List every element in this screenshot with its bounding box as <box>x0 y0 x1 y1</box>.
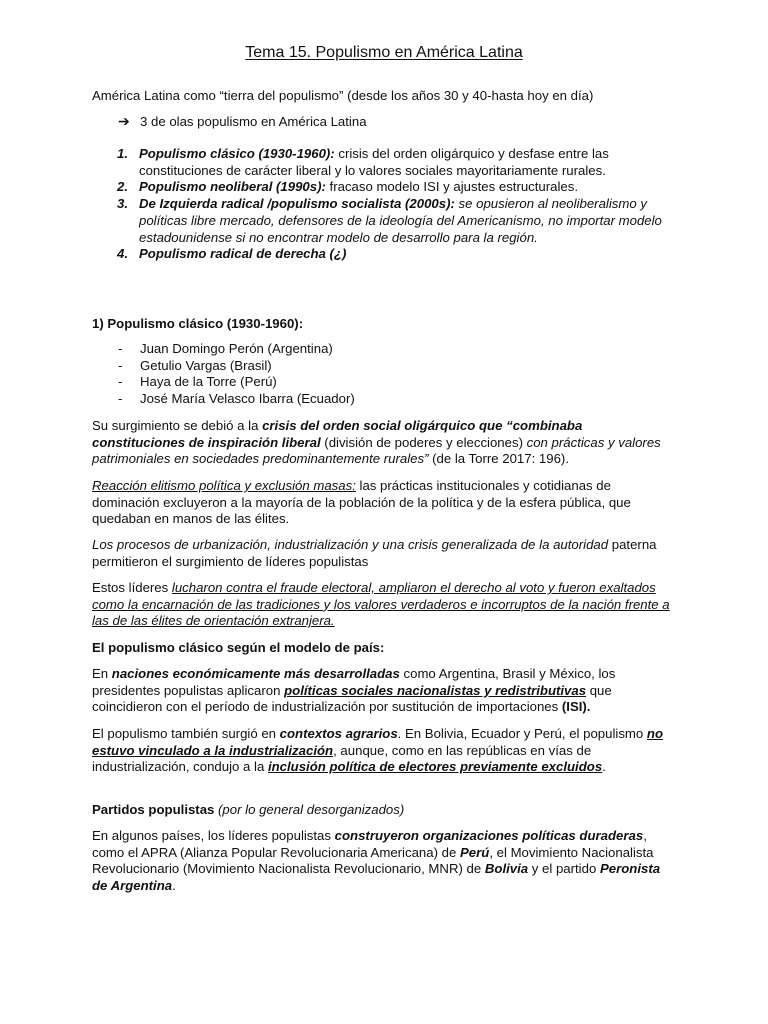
text-run: . <box>172 878 176 894</box>
emphasis-text: naciones económicamente más desarrolladas <box>111 666 400 681</box>
leader-name: Haya de la Torre (Perú) <box>140 374 277 390</box>
underlined-emphasis-text: inclusión política de electores previamente excluidos <box>267 759 603 775</box>
partidos-paragraph <box>92 828 677 895</box>
reaccion-paragraph <box>92 478 677 528</box>
text-run: (de la Torre 2017: 196). <box>428 451 569 467</box>
text-run: Estos líderes <box>92 580 172 595</box>
italic-text: Los procesos de urbanización, industrialización y una crisis generalizada de la autoridad <box>92 537 609 552</box>
list-number: 2. <box>117 179 128 195</box>
intro-paragraph: América Latina como “tierra del populismo” (desde los años 30 y 40-hasta hoy en día) <box>92 88 594 103</box>
procesos-paragraph <box>92 537 677 570</box>
underlined-italic-text: Reacción elitismo política y exclusión masas: <box>92 478 356 493</box>
dash-bullet: - <box>118 341 123 356</box>
italic-text: con prácticas y valores patrimoniales en sociedades predominantemente rurales” <box>92 434 661 467</box>
underlined-emphasis-text: no estuvo vinculado a la industrialización <box>92 726 664 758</box>
list-item-heading: Populismo clásico (1930-1960): <box>139 146 335 161</box>
list-item-heading: De Izquierda radical /populismo socialista (2000s): <box>139 196 455 212</box>
emphasis-text: construyeron organizaciones políticas duraderas <box>334 828 644 843</box>
dash-bullet: - <box>118 357 123 373</box>
text-run: Su surgimiento se debió a la <box>92 418 263 433</box>
text-run: , aunque, como en las repúblicas en vías de industrialización, condujo a la <box>92 742 592 775</box>
surgimiento-paragraph <box>92 418 677 468</box>
text-run: como Argentina, Brasil y México, los presidentes populistas aplicaron <box>92 666 616 698</box>
text-run: En <box>92 666 112 681</box>
underlined-text: , <box>489 844 493 860</box>
list-item <box>117 179 679 196</box>
list-item <box>118 391 618 408</box>
list-item-body: crisis del orden oligárquico y desfase entre las constituciones de carácter liberal y lo valores sociales mayoritariamente rurales. <box>139 146 609 178</box>
bold-text: (ISI). <box>561 699 591 715</box>
emphasis-text: Peronista de Argentina <box>92 861 661 894</box>
section-heading: 1) Populismo clásico (1930-1960): <box>92 316 304 331</box>
bold-text: Partidos populistas <box>92 802 215 817</box>
dash-bullet: - <box>118 391 123 407</box>
text-run: el Movimiento Nacionalista Revolucionario (Movimiento Nacionalista Revolucionario, MNR) de <box>92 844 654 877</box>
list-item <box>118 358 618 375</box>
underlined-italic-text: lucharon contra el fraude electoral, ampliaron el derecho al voto y fueron exaltados como la encarnación de las tradiciones y los valores verdaderos e incorruptos de la nación frente a las de las élites de orientación extranjera. <box>92 580 670 629</box>
olas-list <box>117 146 679 263</box>
leader-name: José María Velasco Ibarra (Ecuador) <box>140 391 355 407</box>
naciones-paragraph <box>92 666 677 716</box>
list-item-body: se opusieron al neoliberalismo y políticas libre mercado, defensores de la ideología del Americanismo, no importar modelo estadounidense si no encontrar modelo de desarrollo para la región. <box>139 196 662 245</box>
text-run: El populismo también surgió en <box>92 726 280 741</box>
list-item <box>117 196 679 246</box>
list-item <box>117 146 679 179</box>
agrarios-paragraph <box>92 726 677 776</box>
list-item <box>118 374 618 391</box>
right-arrow-icon: ➔ <box>118 113 130 129</box>
document-title: Tema 15. Populismo en América Latina <box>245 44 523 61</box>
text-run: paterna permitieron el surgimiento de líderes populistas <box>92 537 657 569</box>
text-run: . En Bolivia, Ecuador y Perú, el populismo <box>397 726 647 741</box>
text-run: (división de poderes y elecciones) <box>320 434 527 450</box>
emphasis-text: Perú <box>459 844 490 860</box>
list-item <box>118 341 618 358</box>
emphasis-text: contextos agrarios <box>279 726 398 741</box>
text-run: . <box>602 759 606 775</box>
list-item-body: fracaso modelo ISI y ajustes estructurales. <box>325 179 579 195</box>
list-number: 1. <box>117 146 128 161</box>
modelo-heading: El populismo clásico según el modelo de país: <box>92 640 385 655</box>
text-run: , como el APRA (Alianza Popular Revolucionaria Americana) de <box>92 828 647 860</box>
lideres-paragraph <box>92 580 677 630</box>
leader-name: Getulio Vargas (Brasil) <box>140 357 272 373</box>
emphasis-text: Bolivia <box>484 861 529 877</box>
arrow-bullet-line <box>118 113 678 131</box>
text-run: que coincidieron con el período de industrialización por sustitución de importaciones <box>92 682 612 715</box>
arrow-bullet-text: 3 de olas populismo en América Latina <box>140 114 367 129</box>
text-run: las prácticas institucionales y cotidianas de dominación excluyeron a la mayoría de la población de la política y de la esfera pública, que quedaban en manos de las élites. <box>92 478 631 527</box>
list-number: 3. <box>117 196 128 212</box>
list-number: 4. <box>117 246 128 262</box>
leader-name: Juan Domingo Perón (Argentina) <box>140 341 333 356</box>
emphasis-text: crisis del orden social oligárquico que “combinaba constituciones de inspiración liberal <box>92 418 583 450</box>
leaders-list <box>118 341 618 408</box>
partidos-heading <box>92 802 677 819</box>
italic-text: (por lo general desorganizados) <box>214 802 405 817</box>
dash-bullet: - <box>118 374 123 390</box>
list-item-heading: Populismo radical de derecha (¿) <box>139 246 347 262</box>
list-item <box>117 246 679 263</box>
text-run: y el partido <box>528 861 600 877</box>
text-run: En algunos países, los líderes populistas <box>92 828 335 843</box>
list-item-heading: Populismo neoliberal (1990s): <box>139 179 326 195</box>
underlined-emphasis-text: políticas sociales nacionalistas y redistributivas <box>284 682 587 698</box>
